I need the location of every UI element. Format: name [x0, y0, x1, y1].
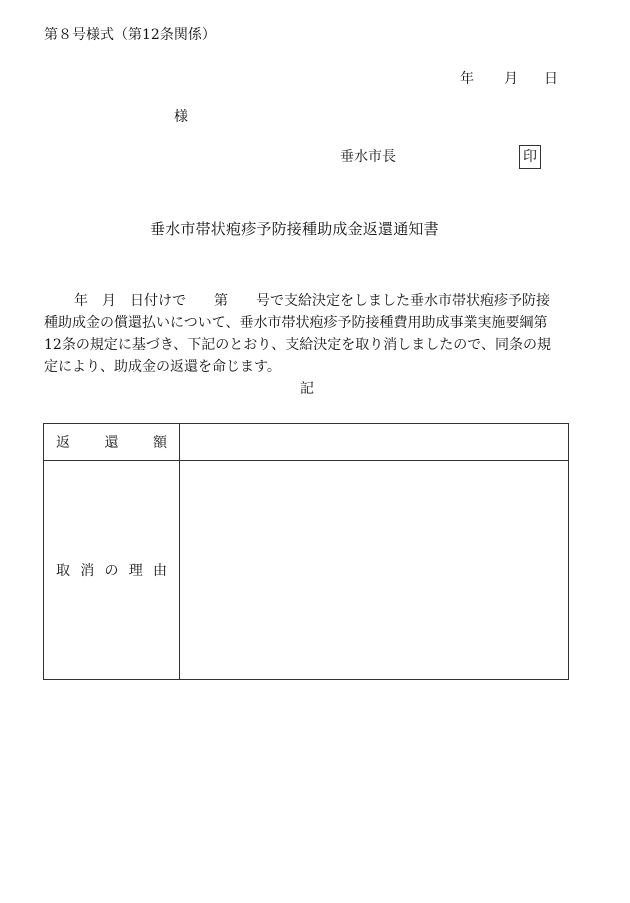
reason-char: 消	[80, 563, 95, 579]
reason-char: 取	[56, 563, 70, 579]
ki-heading: 記	[300, 381, 314, 397]
detail-table	[43, 423, 569, 680]
form-number: 第８号様式（第12条関係）	[44, 27, 216, 43]
reason-value-cell[interactable]	[180, 461, 569, 680]
amount-char: 還	[104, 435, 119, 451]
body-paragraph: 年 月 日付けで 第 号で支給決定をしました垂水市帯状疱疹予防接種助成金の償還払いについて、垂水市帯状疱疹予防接種費用助成事業実施要綱第12条の規定に基づき、下記のとおり、支給決定を取り消しましたので、同条の規定により、助成金の返還を命じます。	[44, 293, 551, 375]
table-row-amount	[44, 424, 569, 461]
date-day: 日	[544, 71, 558, 87]
reason-label	[44, 461, 180, 680]
amount-label	[44, 424, 180, 461]
reason-char: 理	[128, 563, 143, 579]
seal-box: 印	[519, 145, 541, 169]
date-month: 月	[504, 71, 518, 87]
document-title: 垂水市帯状疱疹予防接種助成金返還通知書	[150, 220, 439, 238]
table-row-reason	[44, 461, 569, 680]
recipient-suffix: 様	[174, 109, 188, 125]
date-line	[460, 70, 558, 88]
amount-value-cell[interactable]	[180, 424, 569, 461]
date-year: 年	[460, 71, 474, 87]
issuer-name: 垂水市長	[340, 149, 396, 165]
amount-char: 返	[56, 435, 70, 451]
amount-char: 額	[153, 435, 167, 451]
reason-char: 由	[153, 563, 167, 579]
reason-char: の	[104, 563, 119, 579]
